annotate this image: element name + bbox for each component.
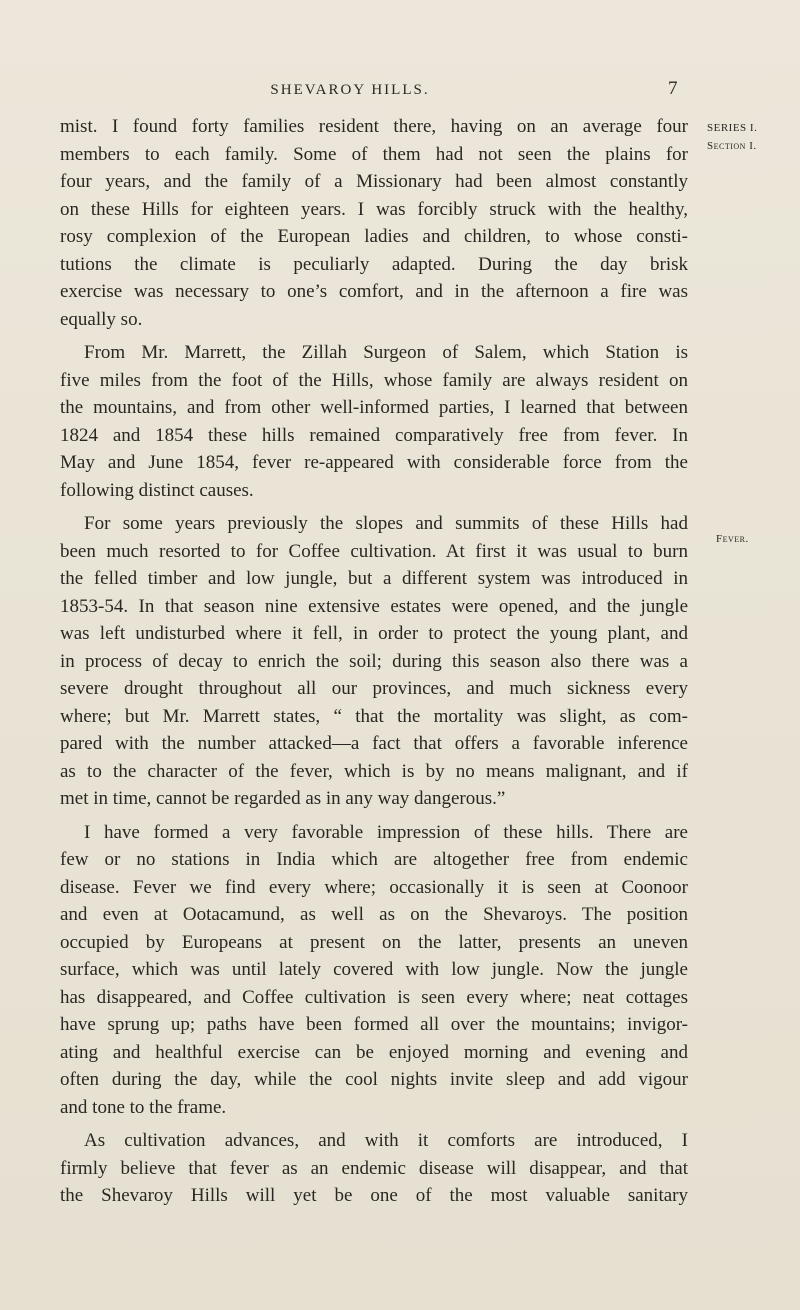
running-head: SHEVAROY HILLS. xyxy=(270,82,430,98)
text-line: was left undisturbed where it fell, in order to protect the young plant, and xyxy=(60,623,688,644)
text-line: firmly believe that fever as an endemic disease will disappear, and that xyxy=(60,1157,688,1179)
text-line: has disappeared, and Coffee cultivation is seen every where; neat cottages xyxy=(60,986,688,1008)
text-line: For some years previously the slopes and summits of these Hills had xyxy=(84,513,688,534)
text-line: have sprung up; paths have been formed all over the mountains; invigor- xyxy=(60,1014,688,1035)
text-line: ating and healthful exercise can be enjoyed morning and evening and xyxy=(60,1041,688,1063)
text-line: four years, and the family of a Missionary had been almost constantly xyxy=(60,171,688,192)
text-line: pared with the number attacked—a fact that offers a favorable inference xyxy=(60,733,688,754)
text-line: five miles from the foot of the Hills, whose family are always resident on xyxy=(60,369,688,391)
text-line: and tone to the frame. xyxy=(60,1096,227,1118)
text-line: few or no stations in India which are altogether free from endemic xyxy=(60,849,688,870)
text-line: the Shevaroy Hills will yet be one of the most valuable sanitary xyxy=(60,1185,688,1206)
text-line: following distinct causes. xyxy=(60,479,254,501)
paragraph xyxy=(60,339,688,504)
margin-note-fever: Fever. xyxy=(716,533,749,545)
paragraph xyxy=(60,819,688,1122)
text-line: tutions the climate is peculiarly adapted. During the day brisk xyxy=(60,253,688,275)
text-line: on these Hills for eighteen years. I was forcibly struck with the healthy, xyxy=(60,198,688,220)
text-line: the mountains, and from other well-informed parties, I learned that between xyxy=(60,397,688,418)
text-line: mist. I found forty families resident there, having on an average four xyxy=(60,116,688,137)
paragraph xyxy=(60,113,688,333)
text-line: met in time, cannot be regarded as in any way dangerous.” xyxy=(60,788,506,809)
text-line: From Mr. Marrett, the Zillah Surgeon of Salem, which Station is xyxy=(84,342,688,363)
text-line: as to the character of the fever, which is by no means malignant, and if xyxy=(60,760,688,782)
paragraph xyxy=(60,1127,688,1210)
text-line: severe drought throughout all our provinces, and much sickness every xyxy=(60,678,688,699)
margin-note-section: Section I. xyxy=(707,140,757,152)
text-line: the felled timber and low jungle, but a different system was introduced in xyxy=(60,568,688,589)
text-line: 1824 and 1854 these hills remained comparatively free from fever. In xyxy=(60,424,688,446)
text-line: 1853-54. In that season nine extensive estates were opened, and the jungle xyxy=(60,595,688,617)
text-line: often during the day, while the cool nights invite sleep and add vigour xyxy=(60,1069,688,1090)
text-line: members to each family. Some of them had not seen the plains for xyxy=(60,143,688,165)
body-text xyxy=(60,113,688,1210)
margin-note-series: SERIES I. xyxy=(707,122,758,134)
text-line: exercise was necessary to one’s comfort, and in the afternoon a fire was xyxy=(60,281,688,302)
text-line: May and June 1854, fever re-appeared with considerable force from the xyxy=(60,452,688,473)
text-line: I have formed a very favorable impression of these hills. There are xyxy=(84,821,688,843)
text-line: and even at Ootacamund, as well as on the Shevaroys. The position xyxy=(60,904,688,925)
text-line: surface, which was until lately covered with low jungle. Now the jungle xyxy=(60,959,688,980)
paragraph xyxy=(60,510,688,813)
text-line: rosy complexion of the European ladies and children, to whose consti- xyxy=(60,226,688,247)
text-line: where; but Mr. Marrett states, “ that the mortality was slight, as com- xyxy=(60,705,688,727)
text-line: equally so. xyxy=(60,308,143,330)
text-line: been much resorted to for Coffee cultivation. At first it was usual to burn xyxy=(60,540,688,562)
text-line: disease. Fever we find every where; occasionally it is seen at Coonoor xyxy=(60,876,688,898)
text-line: in process of decay to enrich the soil; during this season also there was a xyxy=(60,650,688,672)
page-number: 7 xyxy=(668,78,678,99)
text-line: As cultivation advances, and with it comforts are introduced, I xyxy=(84,1130,688,1151)
text-line: occupied by Europeans at present on the latter, presents an uneven xyxy=(60,931,688,953)
